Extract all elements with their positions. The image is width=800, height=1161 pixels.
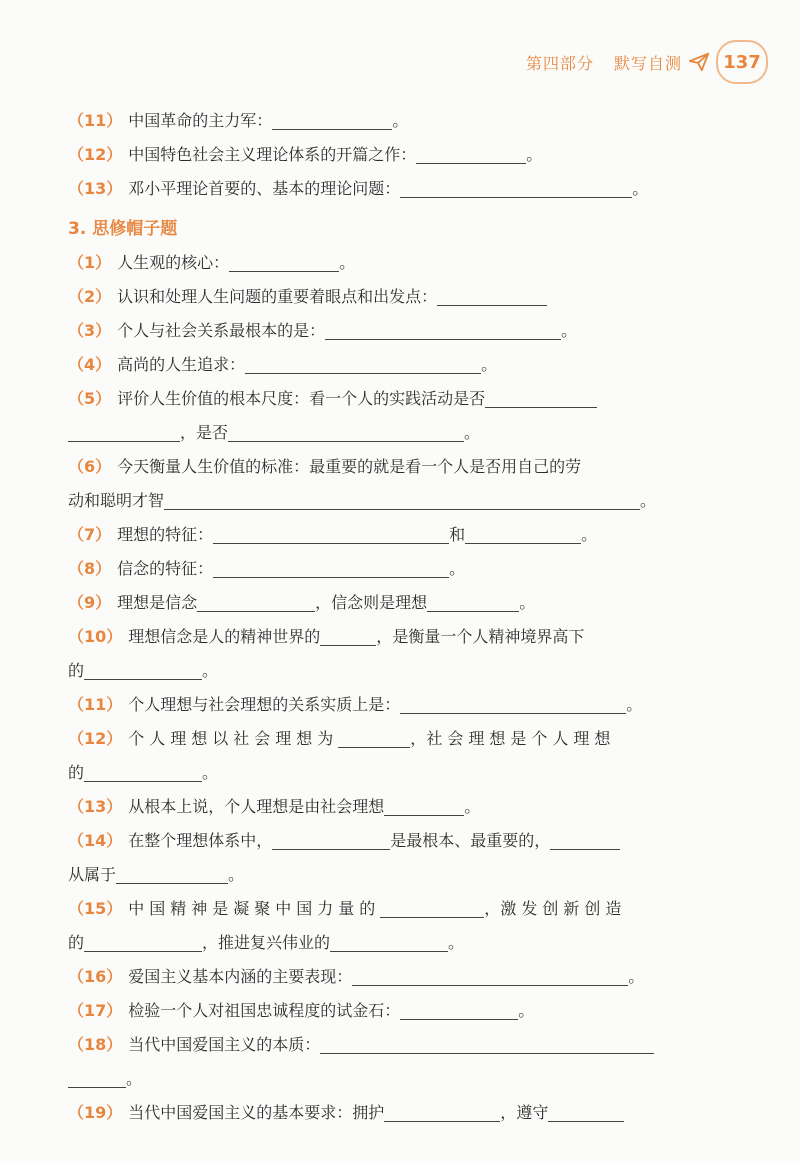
- item-text: 的: [68, 933, 85, 952]
- answer-blank[interactable]: [197, 593, 315, 612]
- item-text: 今天衡量人生价值的标准：最重要的就是看一个人是否用自己的劳: [117, 457, 582, 476]
- punct: 。: [392, 111, 409, 130]
- answer-blank[interactable]: [84, 763, 202, 782]
- answer-blank[interactable]: [384, 797, 464, 816]
- answer-blank[interactable]: [228, 423, 464, 442]
- item-text: 中国革命的主力军：: [128, 111, 273, 130]
- item-text: 是否: [196, 423, 229, 442]
- punct: ，: [180, 423, 197, 442]
- punct: 。: [464, 423, 481, 442]
- item-text: 个人理想以社会理想为: [128, 729, 339, 748]
- answer-blank[interactable]: [213, 525, 449, 544]
- punct: ，: [315, 593, 332, 612]
- item-text: 从属于: [68, 865, 117, 884]
- answer-blank[interactable]: [320, 627, 376, 646]
- list-item: [68, 450, 708, 484]
- item-text: 的: [68, 661, 85, 680]
- list-item-continuation: [68, 858, 708, 892]
- item-number: （17）: [68, 1001, 123, 1020]
- list-item-continuation: [68, 1062, 708, 1096]
- list-item: [68, 172, 708, 206]
- punct: 。: [632, 179, 649, 198]
- item-number: （16）: [68, 967, 123, 986]
- list-item: [68, 586, 708, 620]
- answer-blank[interactable]: [84, 661, 202, 680]
- item-text: 邓小平理论首要的、基本的理论问题：: [128, 179, 401, 198]
- answer-blank[interactable]: [400, 179, 632, 198]
- list-item-continuation: [68, 926, 708, 960]
- item-text: 理想信念是人的精神世界的: [128, 627, 321, 646]
- punct: 。: [518, 1001, 535, 1020]
- item-text: 是最根本、最重要的，: [390, 831, 551, 850]
- list-item: [68, 722, 708, 756]
- answer-blank[interactable]: [325, 321, 561, 340]
- list-item: [68, 314, 708, 348]
- list-item: [68, 382, 708, 416]
- item-text: 当代中国爱国主义的基本要求：拥护: [128, 1103, 385, 1122]
- punct: 。: [581, 525, 598, 544]
- item-number: （8）: [68, 559, 112, 578]
- item-text: 爱国主义基本内涵的主要表现：: [128, 967, 353, 986]
- punct: 。: [126, 1069, 143, 1088]
- punct: 。: [449, 559, 466, 578]
- answer-blank[interactable]: [272, 111, 392, 130]
- answer-blank[interactable]: [320, 1035, 654, 1054]
- list-item: [68, 280, 708, 314]
- item-text: 人生观的核心：: [117, 253, 230, 272]
- item-number: （13）: [68, 179, 123, 198]
- answer-blank[interactable]: [213, 559, 449, 578]
- list-item: [68, 892, 708, 926]
- item-text: 的: [68, 763, 85, 782]
- item-number: （6）: [68, 457, 112, 476]
- item-number: （5）: [68, 389, 112, 408]
- list-item-continuation: [68, 654, 708, 688]
- item-text: 信念则是理想: [331, 593, 428, 612]
- item-text: 在整个理想体系中，: [128, 831, 273, 850]
- item-number: （11）: [68, 111, 123, 130]
- item-text: 从根本上说，个人理想是由社会理想: [128, 797, 385, 816]
- item-text: 是衡量一个人精神境界高下: [392, 627, 585, 646]
- answer-blank[interactable]: [245, 355, 481, 374]
- list-item: [68, 1028, 708, 1062]
- answer-blank[interactable]: [330, 933, 448, 952]
- punct: ，: [500, 1103, 517, 1122]
- punct: 。: [228, 865, 245, 884]
- list-item: [68, 138, 708, 172]
- answer-blank[interactable]: [427, 593, 519, 612]
- list-item: [68, 960, 708, 994]
- item-text: 推进复兴伟业的: [218, 933, 331, 952]
- list-item: [68, 790, 708, 824]
- list-item: [68, 104, 708, 138]
- answer-blank[interactable]: [164, 491, 640, 510]
- answer-blank[interactable]: [400, 1001, 518, 1020]
- punct: ，: [376, 627, 393, 646]
- answer-blank[interactable]: [68, 423, 180, 442]
- section-title: 3. 思修帽子题: [68, 219, 178, 239]
- punct: ，: [410, 729, 427, 748]
- item-number: （13）: [68, 797, 123, 816]
- answer-blank[interactable]: [229, 253, 339, 272]
- punct: 。: [339, 253, 356, 272]
- item-text: 个人与社会关系最根本的是：: [117, 321, 326, 340]
- list-item: [68, 518, 708, 552]
- item-number: （7）: [68, 525, 112, 544]
- list-item: [68, 688, 708, 722]
- list-item: [68, 620, 708, 654]
- item-text: 当代中国爱国主义的本质：: [128, 1035, 321, 1054]
- item-text: 理想的特征：: [117, 525, 214, 544]
- punct: 。: [448, 933, 465, 952]
- answer-blank[interactable]: [548, 1103, 624, 1122]
- answer-blank[interactable]: [465, 525, 581, 544]
- exercise-content: [68, 104, 708, 1130]
- answer-blank[interactable]: [338, 729, 410, 748]
- item-number: （4）: [68, 355, 112, 374]
- punct: 。: [464, 797, 481, 816]
- item-number: （15）: [68, 899, 123, 918]
- punct: 。: [561, 321, 578, 340]
- item-number: （19）: [68, 1103, 123, 1122]
- item-text: 动和聪明才智: [68, 491, 165, 510]
- item-number: （1）: [68, 253, 112, 272]
- item-number: （2）: [68, 287, 112, 306]
- list-item-continuation: [68, 756, 708, 790]
- item-number: （10）: [68, 627, 123, 646]
- answer-blank[interactable]: [84, 933, 202, 952]
- list-item: [68, 1096, 708, 1130]
- answer-blank[interactable]: [272, 831, 390, 850]
- answer-blank[interactable]: [380, 899, 484, 918]
- item-number: （18）: [68, 1035, 123, 1054]
- list-item: [68, 994, 708, 1028]
- punct: ，: [484, 899, 501, 918]
- punct: 。: [202, 661, 219, 680]
- punct: 。: [628, 967, 645, 986]
- item-text: 高尚的人生追求：: [117, 355, 246, 374]
- header-part: 第四部分: [525, 53, 594, 73]
- list-item-continuation: [68, 484, 708, 518]
- answer-blank[interactable]: [485, 389, 597, 408]
- answer-blank[interactable]: [68, 1069, 126, 1088]
- punct: ，: [202, 933, 219, 952]
- item-text: 信念的特征：: [117, 559, 214, 578]
- list-item-continuation: [68, 416, 708, 450]
- page-header: [526, 40, 768, 84]
- item-text: 检验一个人对祖国忠诚程度的试金石：: [128, 1001, 401, 1020]
- list-item: [68, 246, 708, 280]
- item-number: （12）: [68, 729, 123, 748]
- list-item: [68, 348, 708, 382]
- punct: 。: [626, 695, 643, 714]
- punct: 。: [481, 355, 498, 374]
- answer-blank[interactable]: [416, 145, 526, 164]
- item-text: 认识和处理人生问题的重要着眼点和出发点：: [117, 287, 438, 306]
- item-number: （3）: [68, 321, 112, 340]
- item-text: 遵守: [516, 1103, 549, 1122]
- item-text: 中国特色社会主义理论体系的开篇之作：: [128, 145, 417, 164]
- paper-plane-icon: [688, 51, 710, 73]
- answer-blank[interactable]: [384, 1103, 500, 1122]
- punct: 。: [526, 145, 543, 164]
- page-number: 137: [716, 40, 768, 84]
- item-text: 激发创新创造: [500, 899, 627, 918]
- item-number: （14）: [68, 831, 123, 850]
- item-text: 中国精神是凝聚中国力量的: [128, 899, 381, 918]
- punct: 。: [640, 491, 657, 510]
- item-text: 个人理想与社会理想的关系实质上是：: [128, 695, 401, 714]
- answer-blank[interactable]: [550, 831, 620, 850]
- answer-blank[interactable]: [437, 287, 547, 306]
- item-number: （9）: [68, 593, 112, 612]
- punct: 。: [202, 763, 219, 782]
- header-section: 默写自测: [613, 53, 682, 73]
- item-number: （11）: [68, 695, 123, 714]
- item-text: 社会理想是个人理想: [426, 729, 616, 748]
- answer-blank[interactable]: [116, 865, 228, 884]
- item-text: 评价人生价值的根本尺度：看一个人的实践活动是否: [117, 389, 486, 408]
- list-item: [68, 824, 708, 858]
- punct: 。: [519, 593, 536, 612]
- answer-blank[interactable]: [352, 967, 628, 986]
- answer-blank[interactable]: [400, 695, 626, 714]
- item-text: 和: [449, 525, 466, 544]
- list-item: [68, 552, 708, 586]
- item-text: 理想是信念: [117, 593, 198, 612]
- item-number: （12）: [68, 145, 123, 164]
